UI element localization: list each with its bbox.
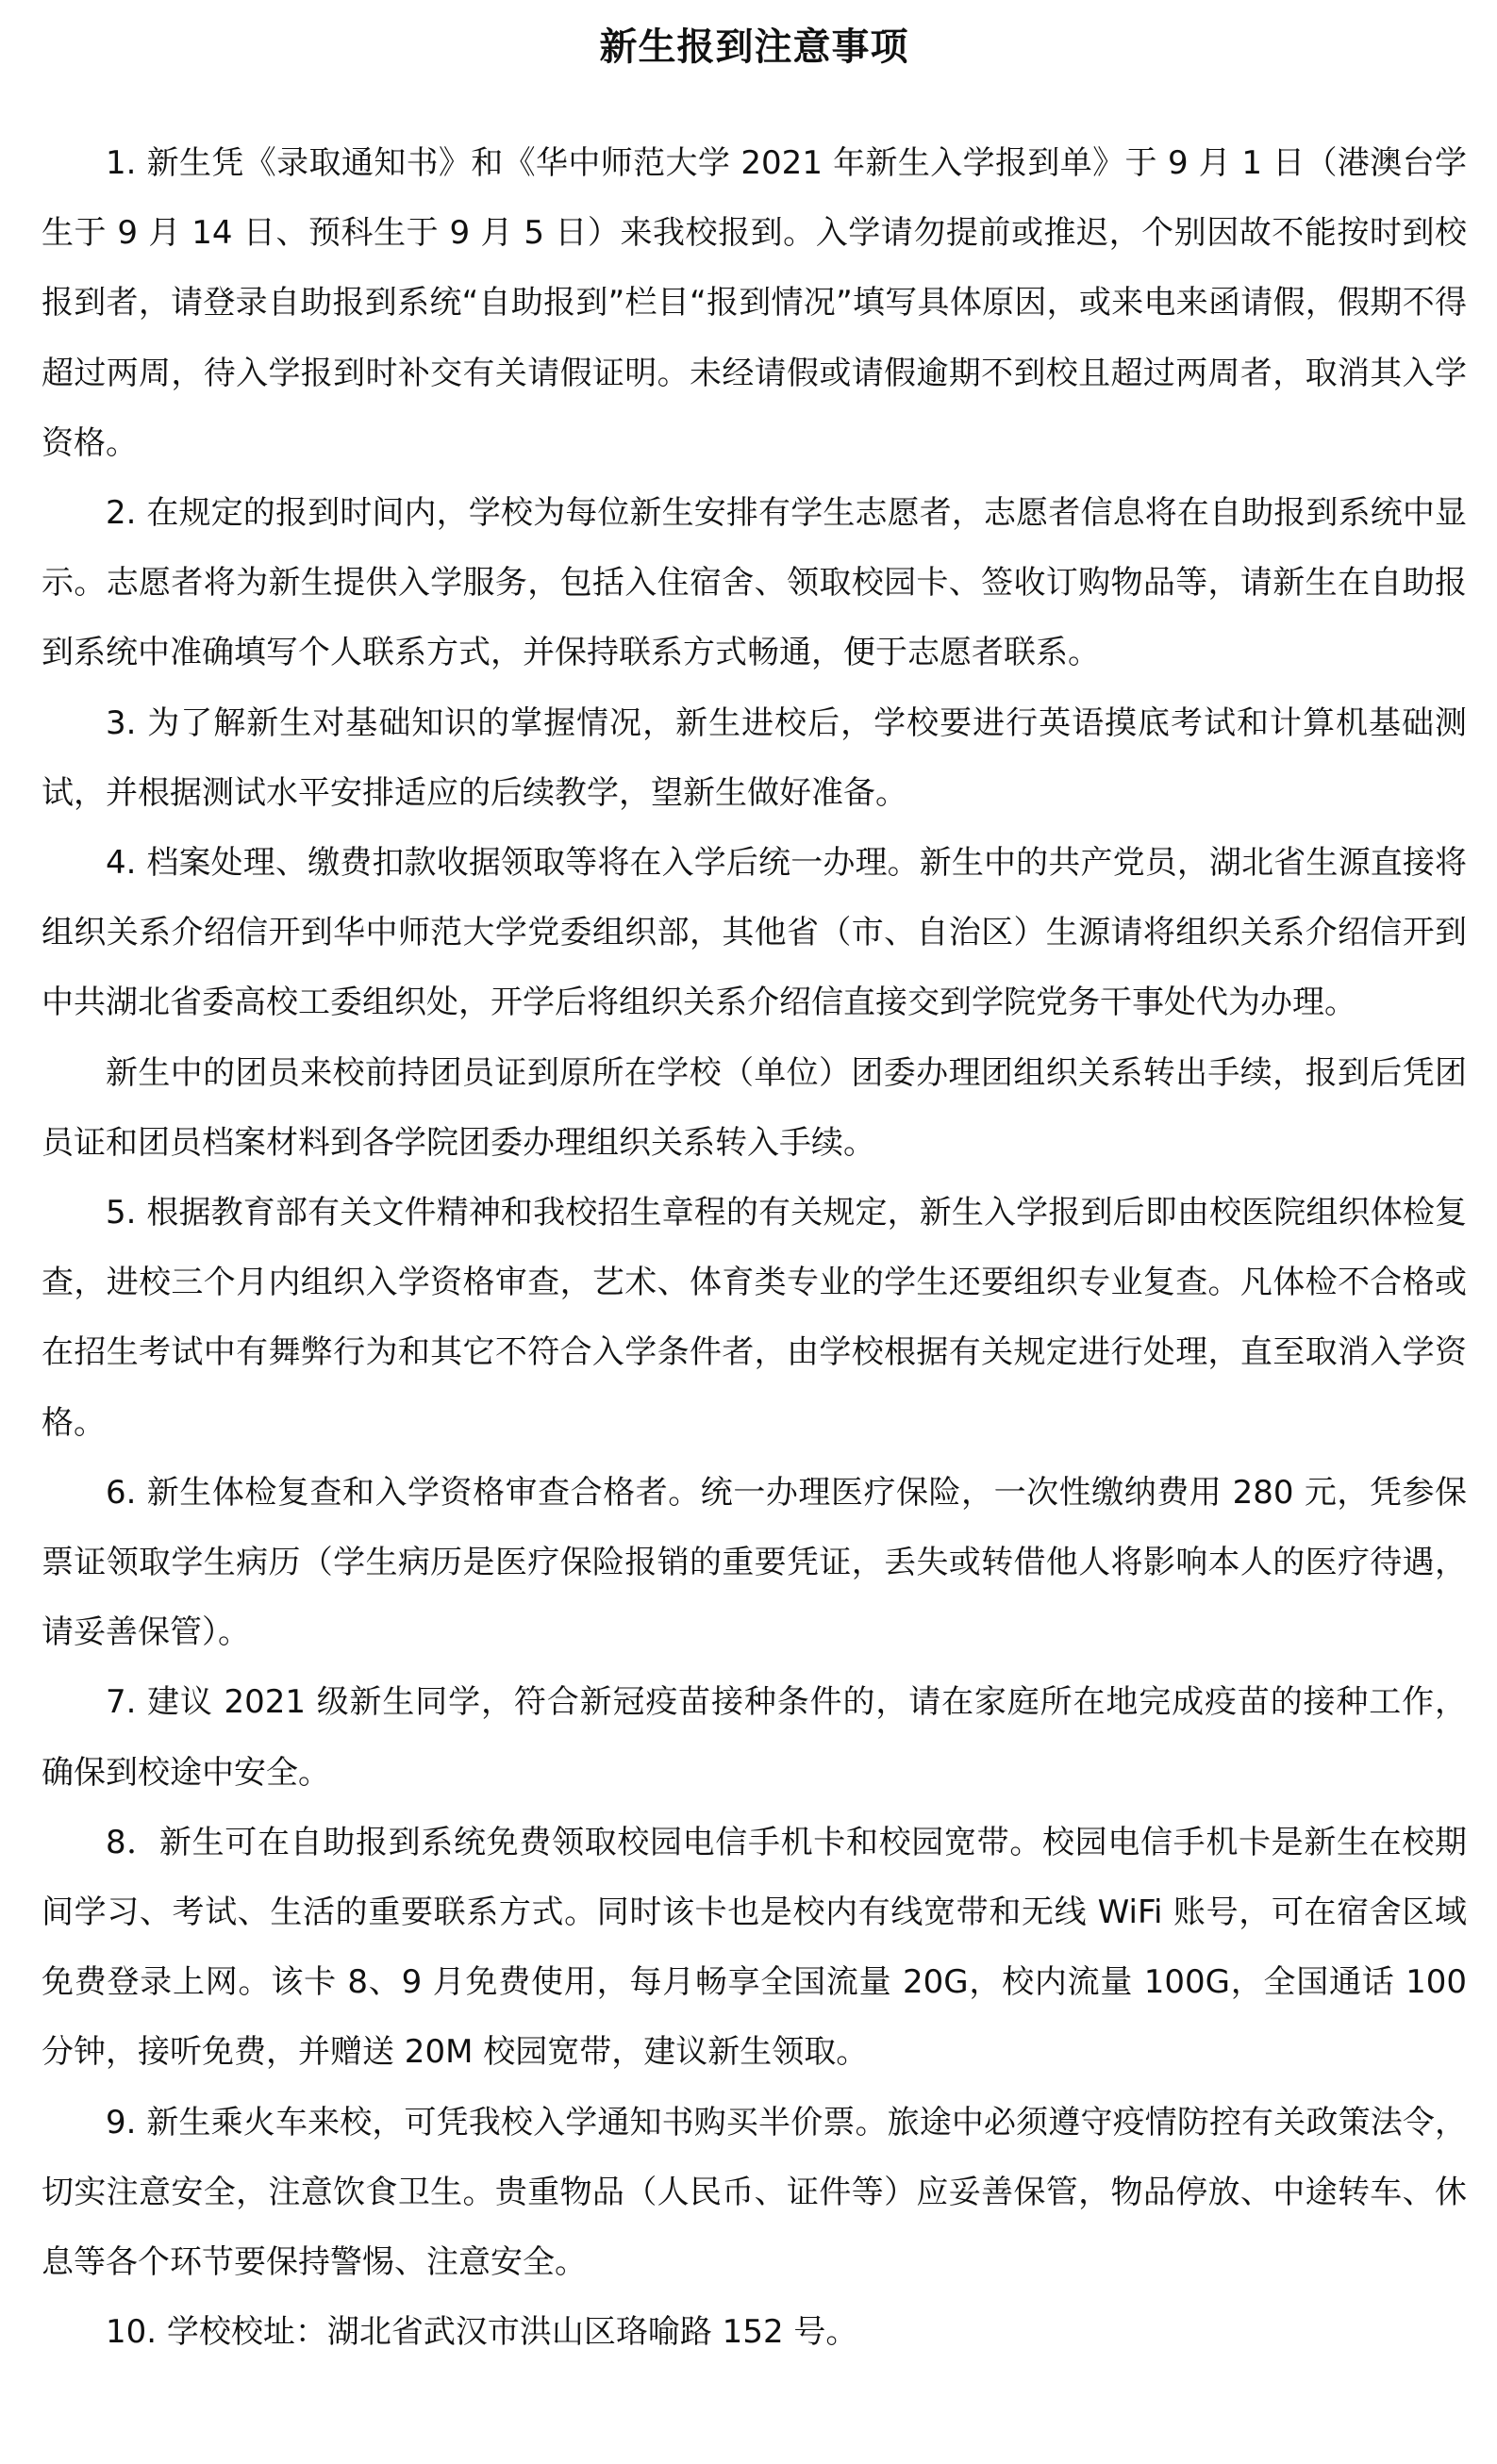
item-1-registration: 1. 新生凭《录取通知书》和《华中师范大学 2021 年新生入学报到单》于 9 月 1 日（港澳台学生于 9 月 14 日、预科生于 9 月 5 日）来我校报到。入学请勿提前或推迟，个别因故不能按时到校报到者，请登录自助报到系统“自助报到”栏目“报到情况”填写具体原因，或来电来函请假，假期不得超过两周，待入学报到时补交有关请假证明。未经请假或请假逾期不到校且超过两周者，取消其入学资格。 [42, 144, 1467, 462]
item-4-league-relations: 新生中的团员来校前持团员证到原所在学校（单位）团委办理团组织关系转出手续，报到后凭团员证和团员档案材料到各学院团委办理组织关系转入手续。 [42, 1053, 1467, 1162]
item-3-placement-tests: 3. 为了解新生对基础知识的掌握情况，新生进校后，学校要进行英语摸底考试和计算机基础测试，并根据测试水平安排适应的后续教学，望新生做好准备。 [42, 703, 1467, 812]
item-6-medical-insurance: 6. 新生体检复查和入学资格审查合格者。统一办理医疗保险，一次性缴纳费用 280 元，凭参保票证领取学生病历（学生病历是医疗保险报销的重要凭证，丢失或转借他人将影响本人的医疗待遇，请妥善保管）。 [42, 1473, 1467, 1652]
item-5-health-check: 5. 根据教育部有关文件精神和我校招生章程的有关规定，新生入学报到后即由校医院组织体检复查，进校三个月内组织入学资格审查，艺术、体育类专业的学生还要组织专业复查。凡体检不合格或在招生考试中有舞弊行为和其它不符合入学条件者，由学校根据有关规定进行处理，直至取消入学资格。 [42, 1194, 1467, 1442]
item-8-phone-card: 8．新生可在自助报到系统免费领取校园电信手机卡和校园宽带。校园电信手机卡是新生在校期间学习、考试、生活的重要联系方式。同时该卡也是校内有线宽带和无线 WiFi 账号，可在宿舍区域免费登录上网。该卡 8、9 月免费使用，每月畅享全国流量 20G，校内流量 100G，全国通话 100 分钟，接听免费，并赠送 20M 校园宽带，建议新生领取。 [42, 1823, 1467, 2072]
document-title: 新生报到注意事项 [599, 25, 909, 69]
item-2-volunteers: 2. 在规定的报到时间内，学校为每位新生安排有学生志愿者，志愿者信息将在自助报到系统中显示。志愿者将为新生提供入学服务，包括入住宿舍、领取校园卡、签收订购物品等，请新生在自助报到系统中准确填写个人联系方式，并保持联系方式畅通，便于志愿者联系。 [42, 494, 1467, 672]
item-7-vaccination: 7. 建议 2021 级新生同学，符合新冠疫苗接种条件的，请在家庭所在地完成疫苗的接种工作，确保到校途中安全。 [42, 1683, 1467, 1792]
item-10-address: 10. 学校校址：湖北省武汉市洪山区珞喻路 152 号。 [106, 2313, 858, 2352]
item-4-party-relations: 4. 档案处理、缴费扣款收据领取等将在入学后统一办理。新生中的共产党员，湖北省生源直接将组织关系介绍信开到华中师范大学党委组织部，其他省（市、自治区）生源请将组织关系介绍信开到中共湖北省委高校工委组织处，开学后将组织关系介绍信直接交到学院党务干事处代为办理。 [42, 844, 1467, 1022]
item-9-train-travel: 9. 新生乘火车来校，可凭我校入学通知书购买半价票。旅途中必须遵守疫情防控有关政策法令，切实注意安全，注意饮食卫生。贵重物品（人民币、证件等）应妥善保管，物品停放、中途转车、休息等各个环节要保持警惕、注意安全。 [42, 2103, 1467, 2282]
